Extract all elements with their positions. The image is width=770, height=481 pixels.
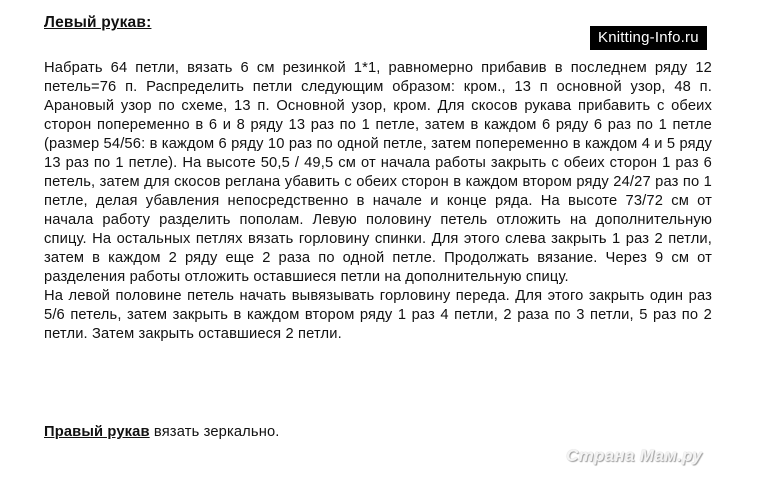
instructions-paragraph: Набрать 64 петли, вязать 6 см резинкой 1*1, равномерно прибавив в последнем ряду 12 петель=76 п. Распределить петли следующим образом: кром., 13 п основной узор, 48 п. Арановый узор по схеме, 13 п. Основной узор, кром. Для скосов рукава прибавить с обеих сторон попеременно в 6 и 8 ряду 13 раз по 1 петле, затем в каждом 6 ряду 6 раз по 1 петле (размер 54/56: в каждом 6 ряду 10 раз по одной петле, затем попеременно в каждом 4 и 5 ряду 13 раз по 1 петле). На высоте 50,5 / 49,5 см от начала работы закрыть с обеих сторон 1 раз 6 петель, затем для скосов реглана убавить с обеих сторон в каждом втором ряду 24/27 раз по 1 петле, делая убавления непосредственно в начале и конце ряда. На высоте 73/72 см от начала работу разделить пополам. Левую половину петель отложить на дополнительную спицу. На остальных петлях вязать горловину спинки. Для этого слева закрыть 1 раз 2 петли, затем в каждом 2 ряду еще 2 раза по одной петле. Продолжать вязание. Через 9 см от разделения работы отложить оставшиеся петли на дополнительную спицу. <box>44 60 712 285</box>
watermark: Страна Мам.ру <box>566 446 703 465</box>
closing-line <box>44 424 280 440</box>
instructions-paragraph: На левой половине петель начать вывязывать горловину переда. Для этого закрыть один раз 5/6 петель, затем закрыть в каждом втором ряду 1 раз 4 петли, 2 раза по 3 петли, 5 раз по 2 петли. Затем закрыть оставшиеся 2 петли. <box>44 288 712 342</box>
closing-label: Правый рукав <box>44 424 150 440</box>
site-logo-badge: Knitting-Info.ru <box>590 26 707 50</box>
closing-text: вязать зеркально. <box>149 424 280 440</box>
section-heading: Левый рукав: <box>44 14 152 31</box>
instructions-body <box>44 59 712 344</box>
